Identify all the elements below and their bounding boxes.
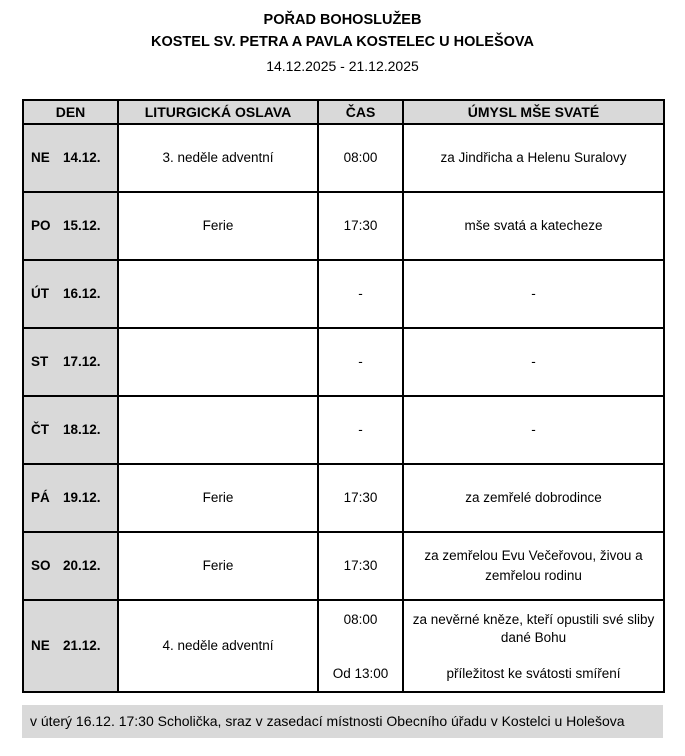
day-cell	[23, 124, 118, 192]
time-cell: 17:30	[318, 192, 403, 260]
time-cell: -	[318, 328, 403, 396]
day-cell	[23, 464, 118, 532]
day-cell-inner	[24, 490, 117, 505]
liturgical-cell: 3. neděle adventní	[118, 124, 318, 192]
day-abbr: ČT	[31, 422, 49, 437]
day-abbr: ÚT	[31, 286, 49, 301]
intention-cell: za Jindřicha a Helenu Suralovy	[403, 124, 664, 192]
table-row	[23, 600, 664, 692]
page-title: POŘAD BOHOSLUŽEB	[263, 12, 422, 28]
time-cell: -	[318, 260, 403, 328]
table-row	[23, 260, 664, 328]
day-abbr: NE	[31, 638, 50, 653]
intention-secondary: příležitost ke svátosti smíření	[446, 665, 621, 681]
day-abbr: ST	[31, 354, 49, 369]
day-date: 18.12.	[63, 422, 101, 437]
table-row	[23, 192, 664, 260]
day-date: 21.12.	[63, 638, 101, 653]
time-cell: 17:30	[318, 532, 403, 600]
day-cell-inner	[24, 558, 117, 573]
day-cell	[23, 328, 118, 396]
header-row	[23, 100, 664, 124]
day-date: 19.12.	[63, 490, 101, 505]
day-cell-inner	[24, 218, 117, 233]
day-date: 17.12.	[63, 354, 101, 369]
day-cell	[23, 532, 118, 600]
day-cell-inner	[24, 286, 117, 301]
day-cell	[23, 600, 118, 692]
intention-cell: za zemřelou Evu Večeřovou, živou a zemřelou rodinu	[403, 532, 664, 600]
day-date: 20.12.	[63, 558, 101, 573]
day-date: 15.12.	[63, 218, 101, 233]
day-cell	[23, 192, 118, 260]
day-abbr: SO	[31, 558, 51, 573]
date-range: 14.12.2025 - 21.12.2025	[266, 57, 419, 74]
liturgical-cell: Ferie	[118, 532, 318, 600]
table-row	[23, 396, 664, 464]
intention-cell: -	[403, 260, 664, 328]
intention-cell: -	[403, 328, 664, 396]
day-cell	[23, 260, 118, 328]
time-primary: 08:00	[343, 611, 378, 627]
day-abbr: PO	[31, 218, 51, 233]
liturgical-cell	[118, 260, 318, 328]
intention-primary: za nevěrné kněze, kteří opustili své sliby dané Bohu	[412, 611, 655, 646]
day-cell-inner	[24, 422, 117, 437]
column-header-den: DEN	[23, 100, 118, 124]
table-row	[23, 532, 664, 600]
day-abbr: PÁ	[31, 490, 50, 505]
day-cell-inner	[24, 150, 117, 165]
schedule-table	[22, 99, 665, 693]
intention-cell	[403, 600, 664, 692]
table-row	[23, 328, 664, 396]
intention-cell: mše svatá a katecheze	[403, 192, 664, 260]
liturgical-cell: Ferie	[118, 192, 318, 260]
time-cell-inner	[319, 601, 402, 689]
liturgical-cell: Ferie	[118, 464, 318, 532]
day-date: 14.12.	[63, 150, 101, 165]
day-cell-inner	[24, 354, 117, 369]
time-cell	[318, 600, 403, 692]
day-date: 16.12.	[63, 286, 101, 301]
day-abbr: NE	[31, 150, 50, 165]
time-cell: 17:30	[318, 464, 403, 532]
column-header-time: ČAS	[318, 100, 403, 124]
column-header-intention: ÚMYSL MŠE SVATÉ	[403, 100, 664, 124]
time-secondary: Od 13:00	[332, 665, 389, 681]
document-header	[22, 10, 663, 77]
intention-cell-inner	[404, 601, 663, 689]
time-cell: -	[318, 396, 403, 464]
table-row	[23, 464, 664, 532]
column-header-liturgical: LITURGICKÁ OSLAVA	[118, 100, 318, 124]
time-cell: 08:00	[318, 124, 403, 192]
table-row	[23, 124, 664, 192]
liturgical-cell	[118, 396, 318, 464]
intention-cell: -	[403, 396, 664, 464]
liturgical-cell: 4. neděle adventní	[118, 600, 318, 692]
footer-note: v úterý 16.12. 17:30 Scholička, sraz v zasedací místnosti Obecního úřadu v Kostelci u Holešova	[22, 705, 663, 738]
day-cell-inner	[24, 638, 117, 653]
intention-cell: za zemřelé dobrodince	[403, 464, 664, 532]
liturgical-cell	[118, 328, 318, 396]
church-name: KOSTEL SV. PETRA A PAVLA KOSTELEC U HOLEŠOVA	[151, 33, 534, 50]
day-cell	[23, 396, 118, 464]
